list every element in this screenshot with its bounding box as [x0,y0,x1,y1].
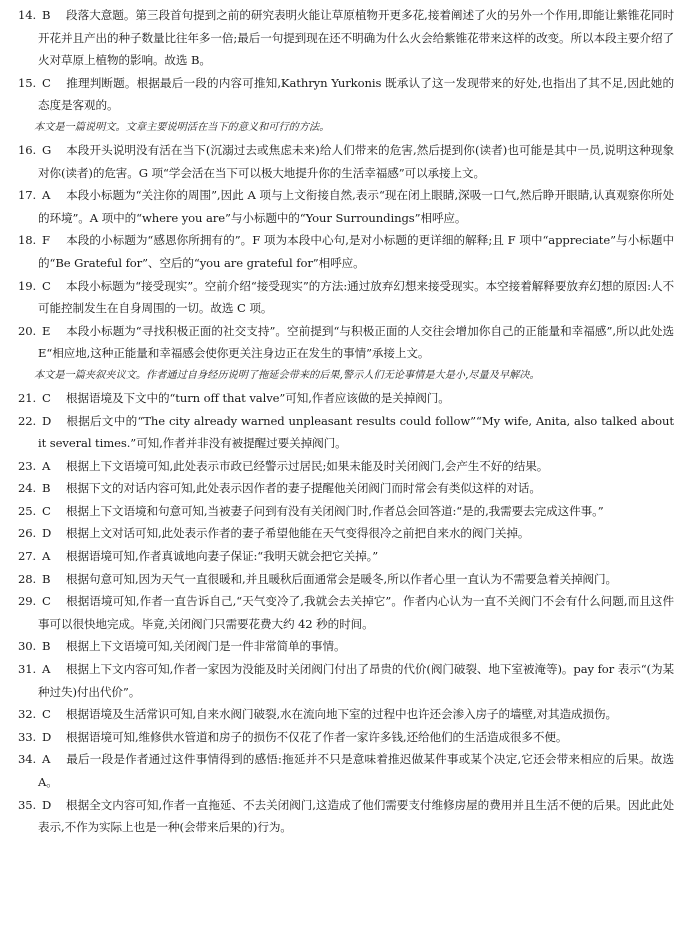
question-number: 18. [18,233,37,248]
explanation-text: 根据下文的对话内容可知,此处表示因作者的妻子提醒他关闭阀门而时常会有类似这样的对话。 [66,481,541,496]
question-number: 23. [18,458,37,473]
answer-letter: A [42,752,51,767]
question-number: 28. [18,571,37,586]
question-number: 14. [18,8,37,22]
explanations-group-14-15 [18,4,674,117]
passage-note-narrative: 本文是一篇夹叙夹议文。作者通过自身经历说明了拖延会带来的后果,警示人们无论事情是大是小,尽量及早解决。 [34,369,540,381]
explanation-item [18,72,674,117]
explanation-item [18,184,674,229]
answer-letter: D [42,797,52,812]
question-number: 16. [18,142,37,157]
answer-letter: C [42,75,51,90]
question-number: 26. [18,526,37,541]
explanation-text: 根据语境可知,维修供水管道和房子的损伤不仅花了作者一家许多钱,还给他们的生活造成很多不便。 [66,729,568,744]
explanation-text: 推理判断题。根据最后一段的内容可推知,Kathryn Yurkonis 既承认了这一发现带来的好处,也指出了其不足,因此她的态度是客观的。 [38,75,674,113]
explanation-item [18,726,674,749]
explanation-text: 根据上下文语境和句意可知,当被妻子问到有没有关闭阀门时,作者总会回答道:“是的,我需要去完成这件事。” [66,503,604,518]
question-number: 24. [18,481,37,496]
explanation-text: 根据语境及生活常识可知,自来水阀门破裂,水在流向地下室的过程中也许还会渗入房子的墙壁,对其造成损伤。 [66,707,617,722]
answer-letter: G [42,142,52,157]
answer-letter: C [42,390,51,405]
explanation-item [18,590,674,635]
explanation-text: 本段的小标题为“感恩你所拥有的”。F 项为本段中心句,是对小标题的更详细的解释;且 F 项中“appreciate”与小标题中的“Be Grateful for”、空后的“you are grateful for”相呼应。 [38,233,674,270]
explanation-item [18,545,674,568]
answer-letter: B [42,8,51,22]
explanations-group-21-35 [18,387,674,839]
explanation-text: 段落大意题。第三段首句提到之前的研究表明火能让草原植物开更多花,接着阐述了火的另外一个作用,即能让紫锥花同时开花并且产出的种子数量比往年多一倍;最后一句提到现在还不明确为什么火会给紫锥花带来这样的改变。所以本段主要介绍了火对草原上植物的影响。故选 B。 [38,8,674,68]
passage-note-explanatory: 本文是一篇说明文。文章主要说明活在当下的意义和可行的方法。 [34,121,330,133]
explanation-item [18,703,674,726]
explanation-item [18,387,674,410]
answer-letter: C [42,278,51,293]
explanations-group-16-20 [18,139,674,365]
explanation-item [18,568,674,591]
explanation-text: 根据语境可知,作者真诚地向妻子保证:“我明天就会把它关掉。” [66,549,379,564]
explanation-item [18,410,674,455]
answer-letter: C [42,594,51,609]
explanation-text: 根据上下文内容可知,作者一家因为没能及时关闭阀门付出了昂贵的代价(阀门破裂、地下室被淹等)。pay for 表示“(为某种过失)付出代价”。 [38,662,674,699]
question-number: 21. [18,390,37,405]
explanation-item [18,522,674,545]
explanation-text: 本段小标题为“接受现实”。空前介绍“接受现实”的方法:通过放弃幻想来接受现实。本空接着解释要放弃幻想的原因:人不可能控制发生在自身周围的一切。故选 C 项。 [38,278,674,316]
explanation-text: 本段小标题为“寻找积极正面的社交支持”。空前提到“与积极正面的人交往会增加你自己的正能量和幸福感”,所以此处选 E“相应地,这种正能量和幸福感会使你更关注身边正在发生的事情”承接上文。 [38,323,674,361]
question-number: 34. [18,752,37,767]
explanation-item [18,500,674,523]
answer-letter: B [42,639,51,654]
question-number: 15. [18,75,37,90]
explanation-text: 根据上下文语境可知,关闭阀门是一件非常简单的事情。 [66,639,346,654]
explanation-text: 根据上文对话可知,此处表示作者的妻子希望他能在天气变得很冷之前把自来水的阀门关掉。 [66,526,530,541]
explanation-item [18,477,674,500]
answer-letter: C [42,503,51,518]
explanation-item [18,635,674,658]
explanation-item [18,229,674,274]
explanation-item [18,275,674,320]
answer-letter: D [42,526,52,541]
answer-letter: F [42,233,50,248]
explanation-item [18,794,674,839]
question-number: 17. [18,188,37,203]
explanation-item [18,658,674,703]
question-number: 33. [18,729,37,744]
answer-letter: D [42,413,52,428]
explanation-item [18,4,674,72]
question-number: 19. [18,278,37,293]
answer-letter: B [42,571,51,586]
explanation-text: 最后一段是作者通过这件事情得到的感悟:拖延并不只是意味着推迟做某件事或某个决定,它还会带来相应的后果。故选 A。 [38,752,674,789]
answer-letter: A [42,458,51,473]
answer-letter: D [42,729,52,744]
explanation-text: 根据后文中的“The city already warned unpleasant results could follow”“My wife, Anita, also talked about it several times.”可知,作者并非没有被提醒过要关掉阀门。 [38,413,674,451]
explanation-item [18,320,674,365]
answer-letter: A [42,188,51,203]
answer-letter: A [42,549,51,564]
question-number: 35. [18,797,37,812]
question-number: 25. [18,503,37,518]
answer-letter: E [42,323,51,338]
answer-letter: C [42,707,51,722]
explanation-item [18,139,674,184]
answer-letter: A [42,662,51,677]
explanation-item [18,455,674,478]
question-number: 22. [18,413,37,428]
explanation-text: 根据上下文语境可知,此处表示市政已经警示过居民;如果未能及时关闭阀门,会产生不好的结果。 [66,458,549,473]
explanation-item [18,748,674,793]
answer-letter: B [42,481,51,496]
explanation-text: 根据语境可知,作者一直告诉自己,“天气变冷了,我就会去关掉它”。作者内心认为一直不关阀门不会有什么问题,而且这件事可以很快地完成。毕竟,关闭阀门只需要花费大约 42 秒的时间。 [38,594,674,631]
explanation-text: 本段开头说明没有活在当下(沉溺过去或焦虑未来)给人们带来的危害,然后提到你(读者)也可能是其中一员,说明这种现象对你(读者)的危害。G 项“学会活在当下可以极大地提升你的生活幸福感”可以承接上文。 [38,142,674,180]
explanation-text: 根据语境及下文中的“turn off that valve”可知,作者应该做的是关掉阀门。 [66,390,450,405]
question-number: 20. [18,323,37,338]
question-number: 29. [18,594,37,609]
explanation-text: 根据句意可知,因为天气一直很暖和,并且暖秋后面通常会是暖冬,所以作者心里一直认为不需要急着关掉阀门。 [66,571,617,586]
question-number: 27. [18,549,37,564]
explanation-text: 根据全文内容可知,作者一直拖延、不去关闭阀门,这造成了他们需要支付维修房屋的费用并且生活不便的后果。因此此处表示,不作为实际上也是一种(会带来后果的)行为。 [38,797,674,835]
question-number: 32. [18,707,37,722]
question-number: 30. [18,639,37,654]
explanation-text: 本段小标题为“关注你的周围”,因此 A 项与上文衔接自然,表示“现在闭上眼睛,深吸一口气,然后睁开眼睛,认真观察你所处的环境”。A 项中的“where you are”与小标题中的“Your Surroundings”相呼应。 [38,188,674,225]
question-number: 31. [18,662,37,677]
